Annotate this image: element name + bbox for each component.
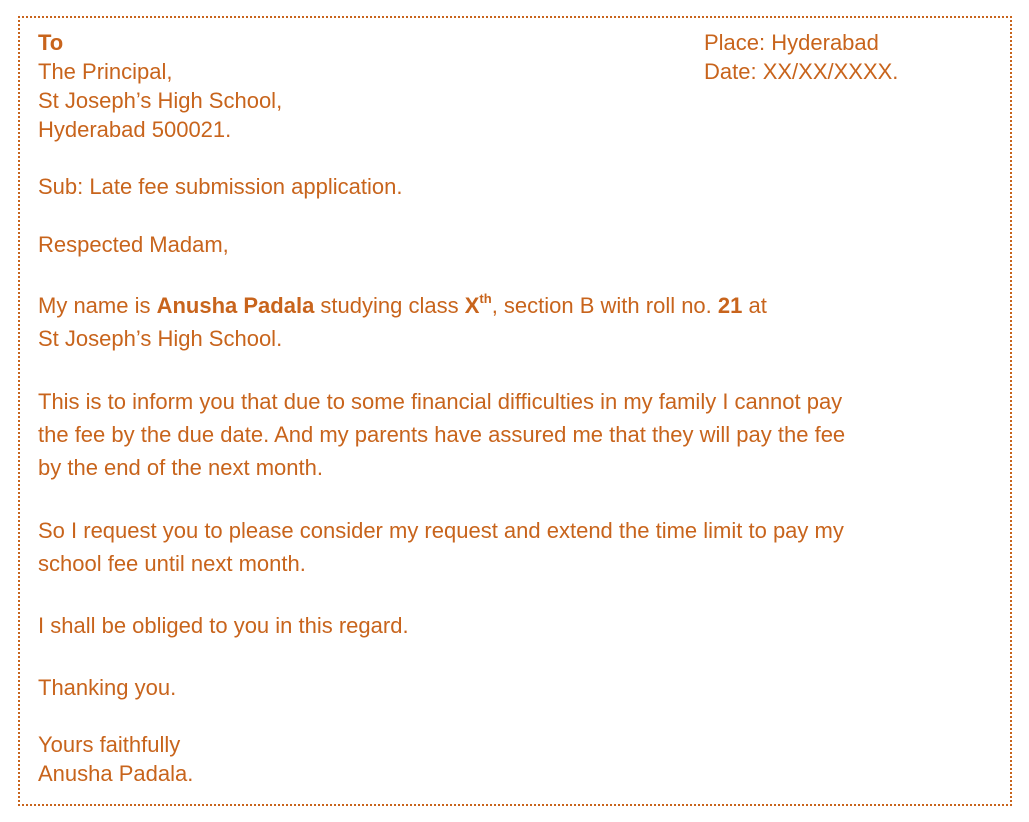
date-line: Date: XX/XX/XXXX.	[704, 59, 899, 84]
intro-after-class: , section B with roll no.	[491, 293, 718, 318]
body1-line-2: the fee by the due date. And my parents have assured me that they will pay the fee	[38, 422, 846, 447]
student-name: Anusha Padala	[156, 293, 315, 318]
recipient-school: St Joseph’s High School,	[38, 88, 283, 113]
body1-line-3: by the end of the next month.	[38, 455, 323, 480]
intro-middle: studying class	[314, 293, 465, 318]
recipient-city: Hyderabad 500021.	[38, 117, 232, 142]
body1-line-1: This is to inform you that due to some financial difficulties in my family I cannot pay	[38, 389, 843, 414]
intro-line-1	[38, 291, 767, 320]
recipient-title: The Principal,	[38, 59, 173, 84]
intro-prefix: My name is	[38, 293, 157, 318]
to-heading: To	[38, 30, 64, 55]
intro-line-2: St Joseph’s High School.	[38, 326, 283, 351]
salutation: Respected Madam,	[38, 232, 229, 257]
signature-name: Anusha Padala.	[38, 761, 194, 786]
body3-line: I shall be obliged to you in this regard.	[38, 613, 409, 638]
body2-line-1: So I request you to please consider my request and extend the time limit to pay my	[38, 518, 844, 543]
thanks-line: Thanking you.	[38, 675, 177, 700]
student-class: Xth	[464, 290, 492, 318]
intro-suffix: at	[742, 293, 767, 318]
roll-number: 21	[717, 293, 743, 318]
letter-frame	[18, 16, 1012, 806]
closing-line-1: Yours faithfully	[38, 732, 181, 757]
place-line: Place: Hyderabad	[704, 30, 879, 55]
subject-line: Sub: Late fee submission application.	[38, 174, 403, 199]
body2-line-2: school fee until next month.	[38, 551, 306, 576]
